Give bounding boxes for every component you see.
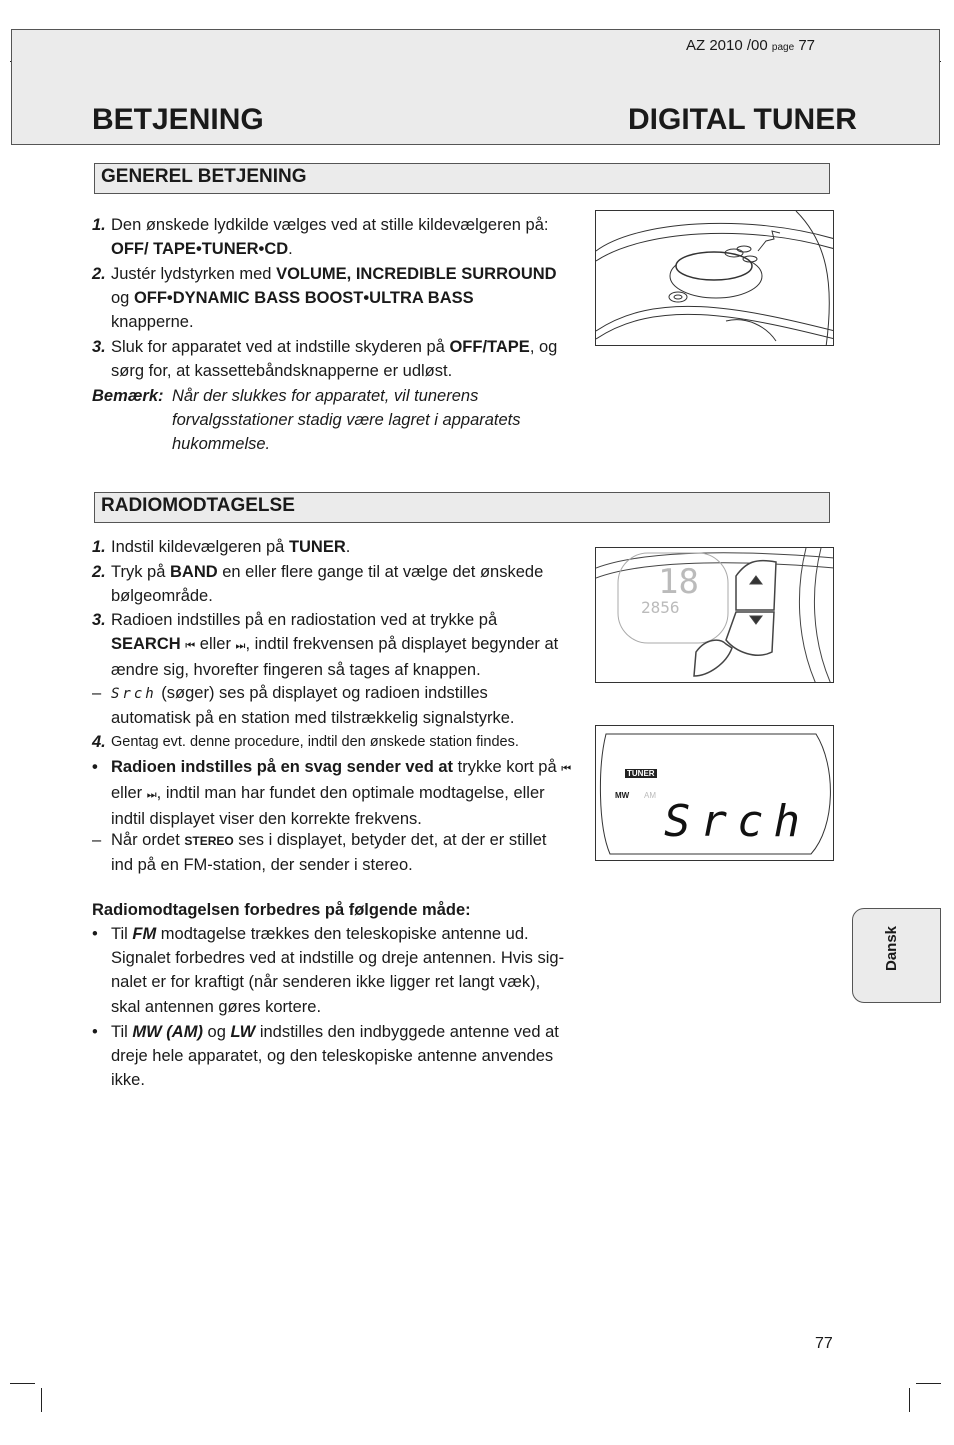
list-item xyxy=(92,335,572,383)
item-bold: SEARCH xyxy=(111,635,181,654)
item-text: eller xyxy=(111,784,147,803)
item-bold: FM xyxy=(132,925,157,943)
item-number: 1. xyxy=(92,216,106,234)
item-text: . xyxy=(345,538,351,556)
item-text: (søger) ses på displayet og radioen indstilles automatisk på en station med tilstrækkelig signalstyrke. xyxy=(111,684,515,728)
figure-source-selector xyxy=(595,210,834,346)
knob-illustration xyxy=(596,211,834,346)
item-text: , indtil man har fundet den optimale modtagelse, eller indtil displayet viser den korrekte frekvens. xyxy=(111,784,545,829)
language-tab xyxy=(852,908,941,1003)
crop-mark xyxy=(10,1383,35,1384)
item-text: ses i displayet, betyder det, at der er stillet ind på en FM-station, der sender i stereo. xyxy=(111,831,547,875)
list-item xyxy=(92,681,572,730)
item-number: – xyxy=(92,831,102,849)
language-tab-label: Dansk xyxy=(883,925,900,971)
item-bold: OFF/TAPE xyxy=(449,338,530,356)
item-number: 2. xyxy=(92,265,106,283)
item-number: 3. xyxy=(92,611,106,629)
item-number: 2. xyxy=(92,563,106,581)
list-item xyxy=(92,922,572,1019)
srch-display-text: Srch xyxy=(664,796,810,847)
improvement-heading: Radiomodtagelsen forbedres på følgende måde: xyxy=(92,901,471,919)
note-label: Bemærk: xyxy=(92,387,164,405)
page-title-right: DIGITAL TUNER xyxy=(628,103,857,136)
item-bold: Radioen indstilles på en svag sender ved at xyxy=(111,758,454,776)
item-text: , indtil frekvensen på displayet begynder at ændre sig, hvorefter fingeren så tages af knappen. xyxy=(111,635,559,680)
model-number: AZ 2010 /00 xyxy=(686,37,768,54)
band-label: MW xyxy=(615,791,630,800)
prev-icon: ⏮ xyxy=(185,640,196,653)
list-item xyxy=(92,1020,572,1093)
list-item xyxy=(92,262,572,335)
crop-mark xyxy=(41,1388,42,1412)
item-text: Når ordet xyxy=(111,831,185,849)
item-text: Til xyxy=(111,925,133,943)
faint-lcd-frequency: 2856 xyxy=(641,598,680,617)
item-bold: TUNER xyxy=(288,538,346,556)
item-text: knapperne. xyxy=(111,313,194,332)
item-text: modtagelse trækkes den teleskopiske antenne ud. Signalet forbedres ved at indstille og dreje antennen. Hvis sig-nalet er for kraftigt (når senderen ikke ligger ret langt væk), skal antennen gøres kortere. xyxy=(111,925,565,1016)
item-number: • xyxy=(92,925,98,943)
item-text: Justér lydstyrken med xyxy=(111,265,277,283)
crop-mark xyxy=(909,1388,910,1412)
item-text: Radioen indstilles på en radiostation ved at trykke på xyxy=(111,611,498,629)
search-button-illustration xyxy=(596,548,834,683)
item-text: trykke kort på xyxy=(453,758,562,776)
item-bold: BAND xyxy=(169,563,218,581)
item-text: og xyxy=(202,1023,231,1041)
item-bold: OFF•DYNAMIC BASS BOOST•ULTRA BASS xyxy=(133,289,474,308)
note-text: Når der slukkes for apparatet, vil tunerens forvalgsstationer stadig være lagret i apparatets hukommelse. xyxy=(172,387,521,454)
page-number: 77 xyxy=(815,1335,833,1352)
section-heading-radiomodtagelse: RADIOMODTAGELSE xyxy=(94,492,830,523)
item-text: , og sørg for, at kassettebåndsknapperne er udløst. xyxy=(111,338,558,381)
item-bold: LW xyxy=(230,1023,256,1041)
next-icon: ⏭ xyxy=(146,789,157,802)
model-label xyxy=(686,37,815,54)
page-word: page xyxy=(771,42,795,53)
band-faint-label: AM xyxy=(644,791,656,800)
item-text: indstilles den indbyggede antenne ved at dreje hele apparatet, og den teleskopiske antenne anvendes ikke. xyxy=(111,1023,559,1090)
item-text: Til xyxy=(111,1023,133,1041)
list-item xyxy=(92,560,572,608)
item-text: Indstil kildevælgeren på xyxy=(111,538,289,556)
item-text: og xyxy=(111,289,134,308)
list-item xyxy=(92,608,572,683)
item-number: • xyxy=(92,758,98,776)
list-item xyxy=(92,213,572,261)
tuner-label: TUNER xyxy=(627,769,655,778)
item-text: Den ønskede lydkilde vælges ved at stille kildevælgeren på: xyxy=(111,216,549,234)
faint-lcd-digits: 18 xyxy=(658,562,699,602)
list-item xyxy=(92,755,572,832)
item-number: 4. xyxy=(92,733,106,751)
list-item xyxy=(92,535,572,559)
srch-lcd-text: Srch xyxy=(111,686,157,702)
header-page-number: 77 xyxy=(798,37,816,54)
item-bold: MW (AM) xyxy=(132,1023,203,1041)
item-bold: VOLUME, INCREDIBLE SURROUND xyxy=(276,265,557,283)
item-text: Gentag evt. denne procedure, indtil den ønskede station findes. xyxy=(111,734,519,750)
item-text: . xyxy=(288,240,293,259)
item-text: Sluk for apparatet ved at indstille skyderen på xyxy=(111,338,450,356)
list-item xyxy=(92,828,572,877)
page-title-left: BETJENING xyxy=(92,103,264,136)
crop-mark xyxy=(916,1383,941,1384)
item-bold: STEREO xyxy=(184,834,234,848)
figure-search-buttons xyxy=(595,547,834,683)
item-text: en eller flere gange til at vælge det ønskede bølgeområde. xyxy=(111,563,544,606)
item-bold: OFF/ TAPE•TUNER•CD xyxy=(111,240,289,259)
next-icon: ⏭ xyxy=(235,640,246,653)
item-number: 3. xyxy=(92,338,106,356)
figure-lcd-display xyxy=(595,725,834,861)
item-number: – xyxy=(92,684,102,702)
prev-icon: ⏮ xyxy=(561,763,572,775)
section-heading-generel: GENEREL BETJENING xyxy=(94,163,830,194)
item-number: • xyxy=(92,1023,98,1041)
list-item xyxy=(92,730,572,754)
item-text: Tryk på xyxy=(111,563,170,581)
item-text: eller xyxy=(195,635,236,654)
item-number: 1. xyxy=(92,538,106,556)
